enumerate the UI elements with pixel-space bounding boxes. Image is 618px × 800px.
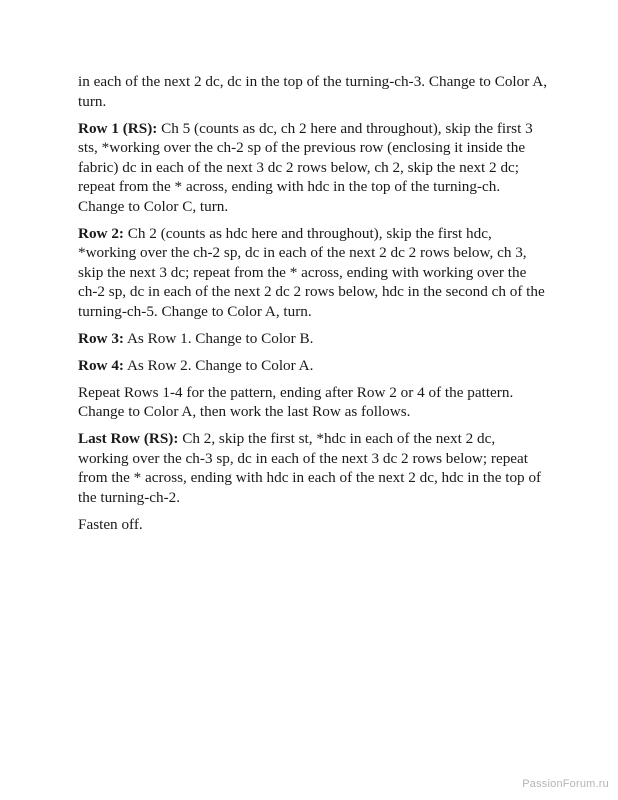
paragraph-label: Row 3: [78,329,124,347]
paragraph-text: As Row 1. Change to Color B. [123,329,314,347]
paragraph-text: Repeat Rows 1-4 for the pattern, ending after Row 2 or 4 of the pattern. Change to Color A, then work the last Row as follows. [78,383,514,420]
paragraph-label: Row 2: [78,224,124,242]
paragraph-label: Row 4: [78,356,124,374]
paragraph-text: Ch 5 (counts as dc, ch 2 here and throughout), skip the first 3 sts, *working over the ch-2 sp of the previous row (enclosing it inside the fabric) dc in each of the next 3 dc 2 rows below, ch 2, skip the next 2 dc; repeat from the * across, ending with hdc in the top of the turning-ch. Change to Color C, turn. [78,119,533,215]
paragraph-label: Last Row (RS): [78,430,179,447]
paragraph-row-4 [78,356,548,376]
paragraph-text: Ch 2, skip the first st, *hdc in each of the next 2 dc, working over the ch-3 sp, dc in each of the next 3 dc 2 rows below; repeat from the * across, ending with hdc in each of the next 2 dc, hdc in the top of the turning-ch-2. [78,430,542,506]
paragraph-continuation [78,72,548,111]
document-body [78,72,548,542]
paragraph-row-3 [78,329,548,349]
paragraph-row-2 [78,224,548,322]
paragraph-text: Fasten off. [78,515,143,533]
paragraph-repeat [78,383,548,422]
paragraph-last-row [78,429,548,507]
paragraph-text: As Row 2. Change to Color A. [123,356,314,374]
paragraph-text: in each of the next 2 dc, dc in the top of the turning-ch-3. Change to Color A, turn. [78,73,548,110]
watermark: PassionForum.ru [522,778,609,790]
paragraph-fasten-off [78,515,548,535]
paragraph-text: Ch 2 (counts as hdc here and throughout), skip the first hdc, *working over the ch-2 sp, dc in each of the next 2 dc 2 rows below, ch 3, skip the next 3 dc; repeat from the * across, ending with working over the ch-2 sp, dc in each of the next 2 dc 2 rows below, hdc in the second ch of the turning-ch-5. Change to Color A, turn. [78,224,545,320]
paragraph-row-1 [78,119,548,217]
paragraph-label: Row 1 (RS): [78,119,158,137]
